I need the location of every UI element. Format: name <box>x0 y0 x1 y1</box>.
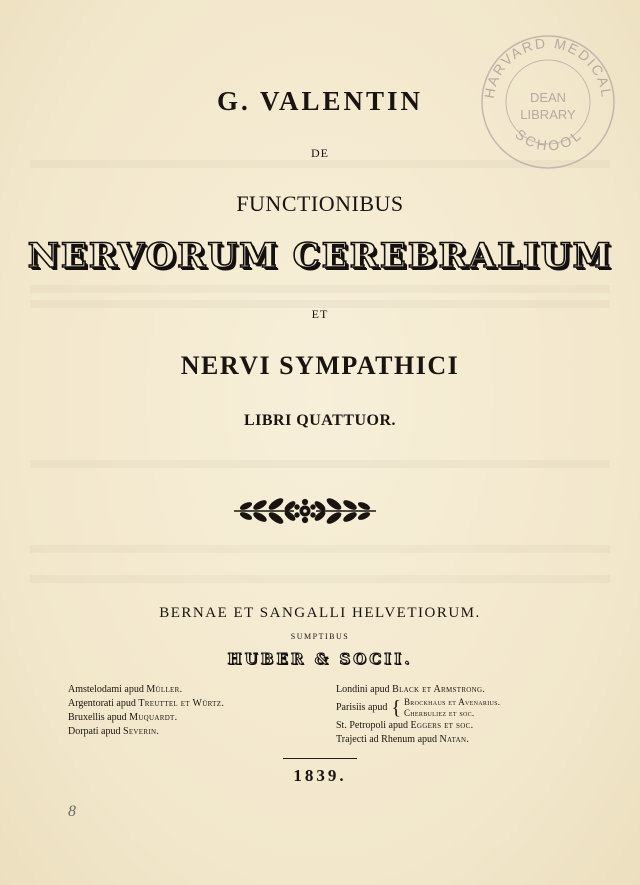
agents-list-right <box>336 683 576 747</box>
agent-place: Parisiis apud <box>336 702 388 713</box>
agent-name: Natan. <box>439 734 470 745</box>
agent-entry <box>336 683 576 697</box>
agent-place: Argentorati apud <box>68 698 136 709</box>
agent-entry <box>68 711 308 725</box>
title-de: DE <box>311 146 329 160</box>
agent-place: Londini apud <box>336 684 390 695</box>
brace-icon: { <box>391 697 401 719</box>
shelf-mark: 8 <box>68 803 76 820</box>
author: G. VALENTIN <box>216 86 424 116</box>
agent-name: Severin. <box>123 726 160 737</box>
agent-name: Eggers et soc. <box>410 720 474 731</box>
agent-entry <box>336 733 576 747</box>
agent-names-paris <box>404 697 500 719</box>
stamp-line-2: LIBRARY <box>520 107 576 122</box>
agent-place: Trajecti ad Rhenum apud <box>336 734 438 745</box>
agent-name: Muquardt. <box>129 712 178 723</box>
stamp-arc-top: HARVARD MEDICAL <box>480 34 616 100</box>
bleed-through <box>30 545 610 553</box>
title-line-functionibus: FUNCTIONIBUS <box>236 191 404 216</box>
agent-place: Bruxellis apud <box>68 712 127 723</box>
agent-place: Dorpati apud <box>68 726 121 737</box>
stamp-line-1: DEAN <box>529 90 567 105</box>
agent-entry <box>68 683 308 697</box>
agent-entry-paris <box>336 697 576 719</box>
bleed-through <box>30 460 610 468</box>
agent-name: Brockhaus et Avenarius. <box>404 697 501 707</box>
agent-entry <box>68 725 308 739</box>
agent-name: Müller. <box>146 684 183 695</box>
floral-ornament-icon <box>232 494 378 528</box>
stamp-arc-bottom: SCHOOL <box>512 125 586 154</box>
agent-name: Black et Armstrong. <box>392 684 486 695</box>
title-line-nervorum-cerebralium: NERVORUM CEREBRALIUM <box>27 236 613 276</box>
agent-entry <box>336 719 576 733</box>
imprint-publisher: HUBER & SOCII. <box>227 650 413 668</box>
agent-place: St. Petropoli apud <box>336 720 408 731</box>
agent-entry <box>68 697 308 711</box>
agent-name: Treuttel et Würtz. <box>138 698 225 709</box>
divider-rule <box>283 758 357 759</box>
bleed-through <box>30 575 610 583</box>
bleed-through <box>30 285 610 293</box>
imprint-place: BERNAE ET SANGALLI HELVETIORUM. <box>159 605 481 621</box>
publication-year: 1839. <box>293 766 347 785</box>
title-line-nervi-sympathici: NERVI SYMPATHICI <box>180 351 460 380</box>
agent-place: Amstelodami apud <box>68 684 144 695</box>
agent-name: Cherbuliez et soc. <box>404 708 475 718</box>
title-et: ET <box>311 307 329 321</box>
agents-list-left <box>68 683 308 739</box>
title-line-libri-quattuor: LIBRI QUATTUOR. <box>243 412 397 429</box>
imprint-sumptibus: SUMPTIBUS <box>290 632 350 641</box>
